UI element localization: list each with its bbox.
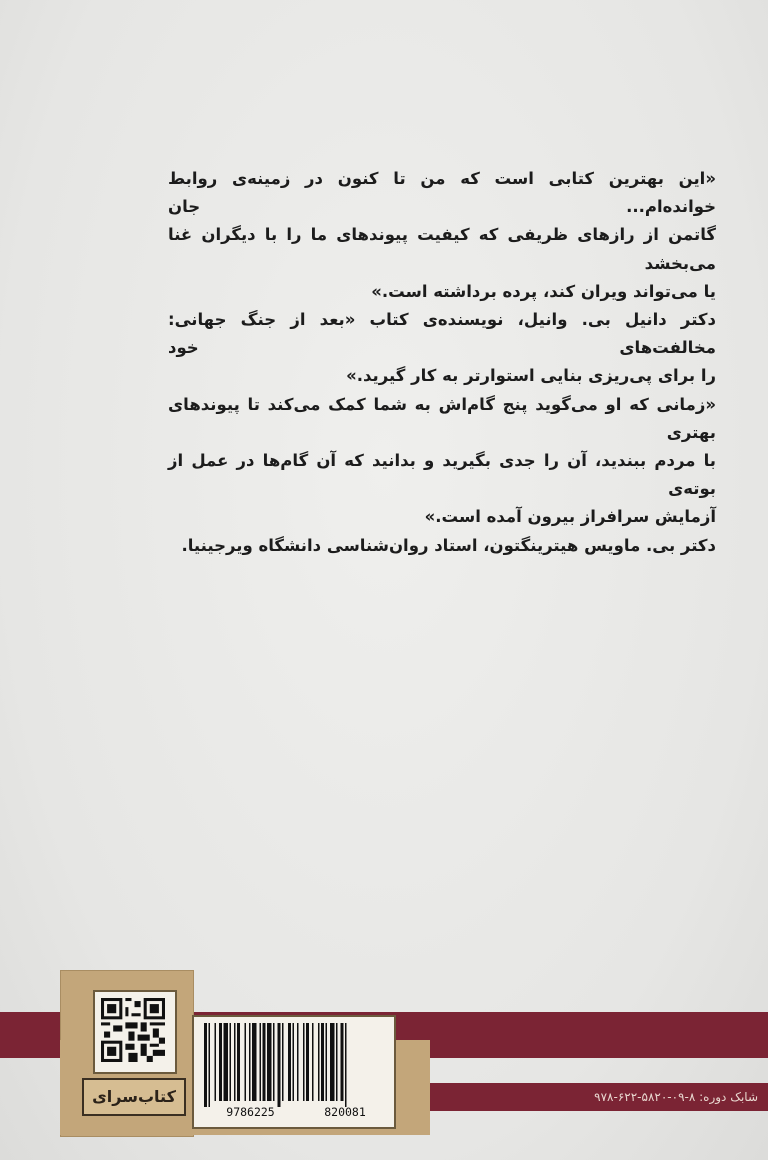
barcode-bar: [234, 1023, 236, 1101]
author-1: [168, 306, 716, 391]
barcode-bar: [336, 1023, 338, 1101]
qr-code: [93, 990, 177, 1074]
publisher-logo: کتاب‌سرای: [82, 1078, 186, 1116]
barcode-bar: [293, 1023, 295, 1101]
barcode-bar: [297, 1023, 299, 1101]
quote-2: [168, 391, 716, 532]
barcode-bar: [278, 1023, 281, 1107]
barcode-bar: [230, 1023, 232, 1101]
barcode-bar: [312, 1023, 314, 1101]
author-2-line: دکتر بی. ماویس هیترینگتون، استاد روان‌شناسی دانشگاه ویرجینیا.: [181, 535, 716, 555]
barcode-bar: [249, 1023, 251, 1101]
barcode-bar: [209, 1023, 211, 1107]
barcode-number-left: 9786225: [226, 1105, 275, 1119]
barcode-icon: [202, 1023, 386, 1107]
barcode-bar: [237, 1023, 240, 1101]
barcode-bar: [204, 1023, 207, 1107]
barcode-bar: [341, 1023, 344, 1101]
quote-2-line: با مردم ببندید، آن را جدی بگیرید و بدانید که آن گام‌ها در عمل از بوته‌ی: [168, 451, 716, 499]
quote-1-line: گاتمن از رازهای ظریفی که کیفیت پیوندهای ما را با دیگران غنا می‌بخشد: [168, 225, 716, 273]
barcode-bar: [224, 1023, 229, 1101]
quote-1-line: «این بهترین کتابی است که من تا کنون در زمینه‌ی روابط خوانده‌ام... جان: [168, 169, 716, 217]
author-1-line: را برای پی‌ریزی بنایی استوارتر به کار گیرید.»: [346, 366, 716, 386]
quote-2-line: «زمانی که او می‌گوید پنج گام‌اش به شما کمک می‌کند تا پیوندهای بهتری: [168, 394, 716, 442]
barcode-bar: [345, 1023, 347, 1107]
barcode-bar: [326, 1023, 328, 1101]
barcode-bar: [245, 1023, 247, 1101]
barcode-bar: [260, 1023, 262, 1101]
barcode-bar: [215, 1023, 217, 1101]
barcode-bar: [282, 1023, 284, 1101]
isbn-label: شابک دوره: ۸-۰۹-۵۸۲۰-۶۲۲-۹۷۸: [594, 1090, 758, 1104]
barcode-bar: [288, 1023, 291, 1101]
barcode-bar: [321, 1023, 324, 1101]
barcode-bar: [263, 1023, 266, 1101]
barcode-bar: [318, 1023, 320, 1101]
barcode-bar: [303, 1023, 305, 1101]
author-2: [168, 532, 716, 560]
barcode-bar: [267, 1023, 272, 1101]
barcode-bar: [273, 1023, 275, 1101]
barcode-number-right: 820081: [324, 1105, 366, 1119]
endorsements: [168, 165, 716, 560]
quote-1: [168, 165, 716, 306]
barcode-bar: [252, 1023, 257, 1101]
barcode-bar: [219, 1023, 222, 1101]
author-1-line: دکتر دانیل بی. وانیل، نویسنده‌ی کتاب «بعد از جنگ جهانی: مخالفت‌های خود: [168, 310, 716, 358]
barcode-bar: [306, 1023, 309, 1101]
quote-2-line: آزمایش سرافراز بیرون آمده است.»: [424, 507, 716, 527]
qr-code-icon: [101, 998, 165, 1062]
quote-1-line: یا می‌تواند ویران کند، پرده برداشته است.»: [371, 281, 716, 301]
barcode-bar: [330, 1023, 335, 1101]
